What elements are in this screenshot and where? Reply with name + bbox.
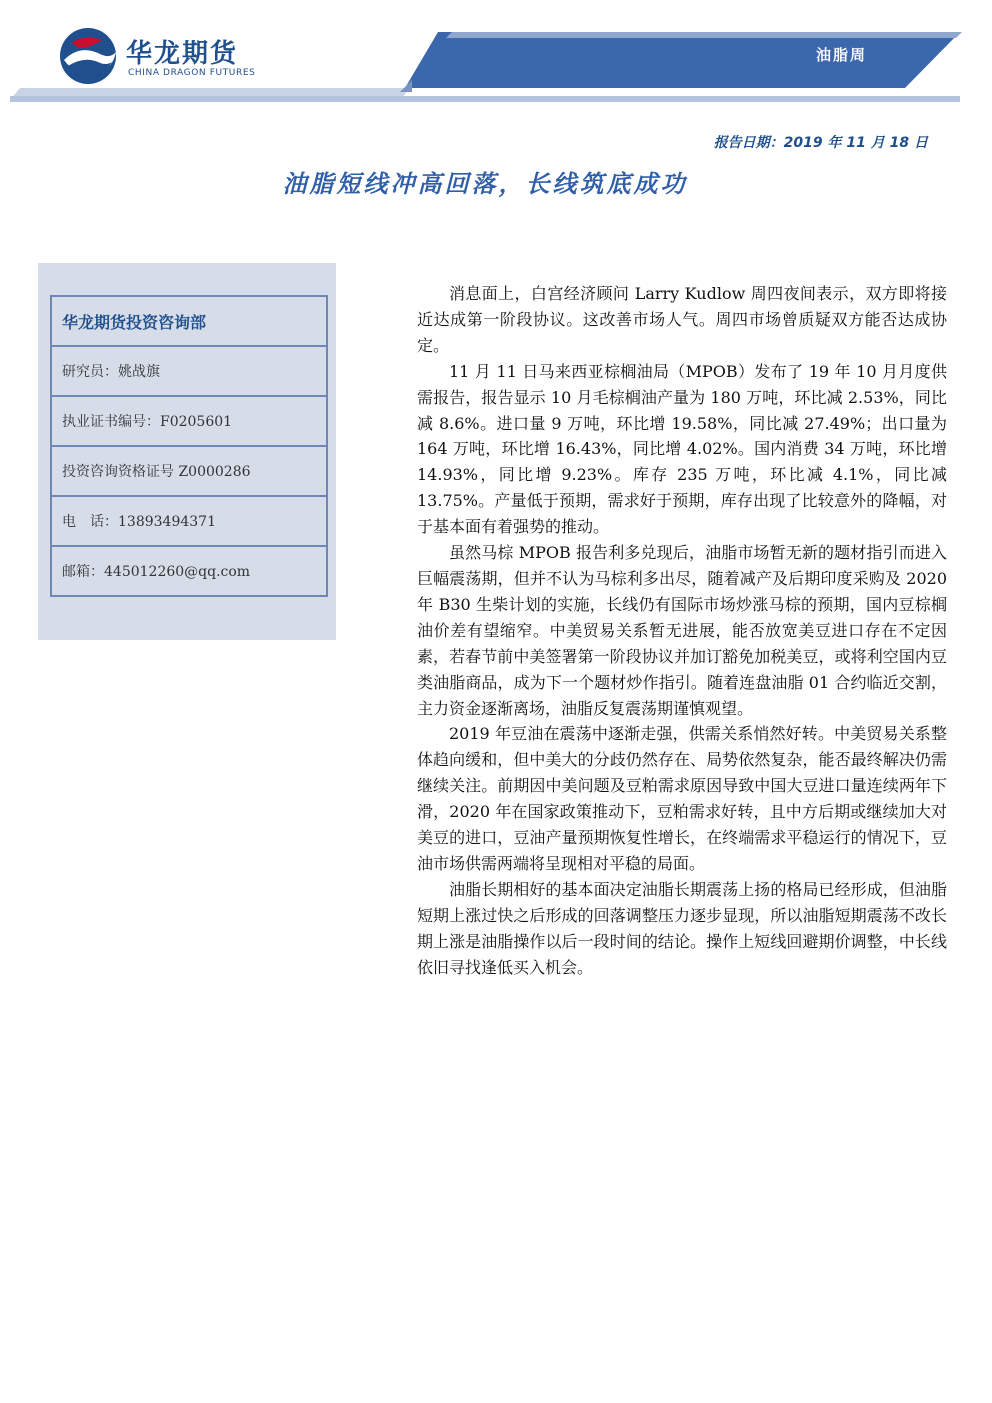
license-number: 执业证书编号：F0205601 <box>52 397 326 447</box>
brand-name-en: CHINA DRAGON FUTURES <box>128 68 256 78</box>
phone-number: 电 话：13893494371 <box>52 497 326 547</box>
page-header <box>0 0 992 110</box>
body-paragraph: 油脂长期相好的基本面决定油脂长期震荡上扬的格局已经形成，但油脂短期上涨过快之后形成的回落调整压力逐步显现，所以油脂短期震荡不改长期上涨是油脂操作以后一段时间的结论。操作上短线回避期价调整，中长线依旧寻找逢低买入机会。 <box>417 879 947 977</box>
consult-cert-number: 投资咨询资格证号 Z0000286 <box>52 447 326 497</box>
section-label: 油脂周 <box>816 46 868 64</box>
analyst-info-panel <box>38 263 336 640</box>
body-paragraph: 消息面上，白宫经济顾问 Larry Kudlow 周四夜间表示，双方即将接近达成第一阶段协议。这改善市场人气。周四市场曾质疑双方能否达成协定。 <box>417 284 947 355</box>
page-title: 油脂短线冲高回落，长线筑底成功 <box>282 170 688 198</box>
report-date: 报告日期：2019 年 11 月 18 日 <box>713 135 928 151</box>
report-body <box>417 281 947 980</box>
analyst-info-table <box>50 295 328 597</box>
logo-icon <box>58 26 118 86</box>
brand-name-cn: 华龙期货 <box>126 39 239 69</box>
body-paragraph: 虽然马棕 MPOB 报告利多兑现后，油脂市场暂无新的题材指引而进入巨幅震荡期，但并不认为马棕利多出尽，随着减产及后期印度采购及 2020 年 B30 生柴计划的实施，长线仍有国际市场炒涨马棕的预期，国内豆棕榈油价差有望缩窄。中美贸易关系暂无进展，能否放宽美豆进口存在不定因素，若春节前中美签署第一阶段协议并加订豁免加税美豆，或将利空国内豆类油脂商品，成为下一个题材炒作指引。随着连盘油脂 01 合约临近交割，主力资金逐渐离场，油脂反复震荡期谨慎观望。 <box>417 543 947 718</box>
body-paragraph: 2019 年豆油在震荡中逐渐走强，供需关系悄然好转。中美贸易关系整体趋向缓和，但中美大的分歧仍然存在、局势依然复杂，能否最终解决仍需继续关注。前期因中美问题及豆粕需求原因导致中国大豆进口量连续两年下滑，2020 年在国家政策推动下，豆粕需求好转，且中方后期或继续加大对美豆的进口，豆油产量预期恢复性增长，在终端需求平稳运行的情况下，豆油市场供需两端将呈现相对平稳的局面。 <box>417 724 947 873</box>
email-address: 邮箱：445012260@qq.com <box>62 564 251 580</box>
body-paragraph: 11 月 11 日马来西亚棕榈油局（MPOB）发布了 19 年 10 月月度供需报告，报告显示 10 月毛棕榈油产量为 180 万吨，环比减 2.53%，同比减 8.6%。进口量 9 万吨，环比增 19.58%，同比减 27.49%；出口量为 164 万吨，环比增 16.43%，同比增 4.02%。国内消费 34 万吨，环比增 14.93%，同比增 9.23%。库存 235 万吨，环比减 4.1%，同比减 13.75%。产量低于预期，需求好于预期，库存出现了比较意外的降幅，对于基本面有着强势的推动。 <box>417 361 947 537</box>
researcher-name: 研究员：姚战旗 <box>52 347 326 397</box>
department-name: 华龙期货投资咨询部 <box>52 297 326 347</box>
